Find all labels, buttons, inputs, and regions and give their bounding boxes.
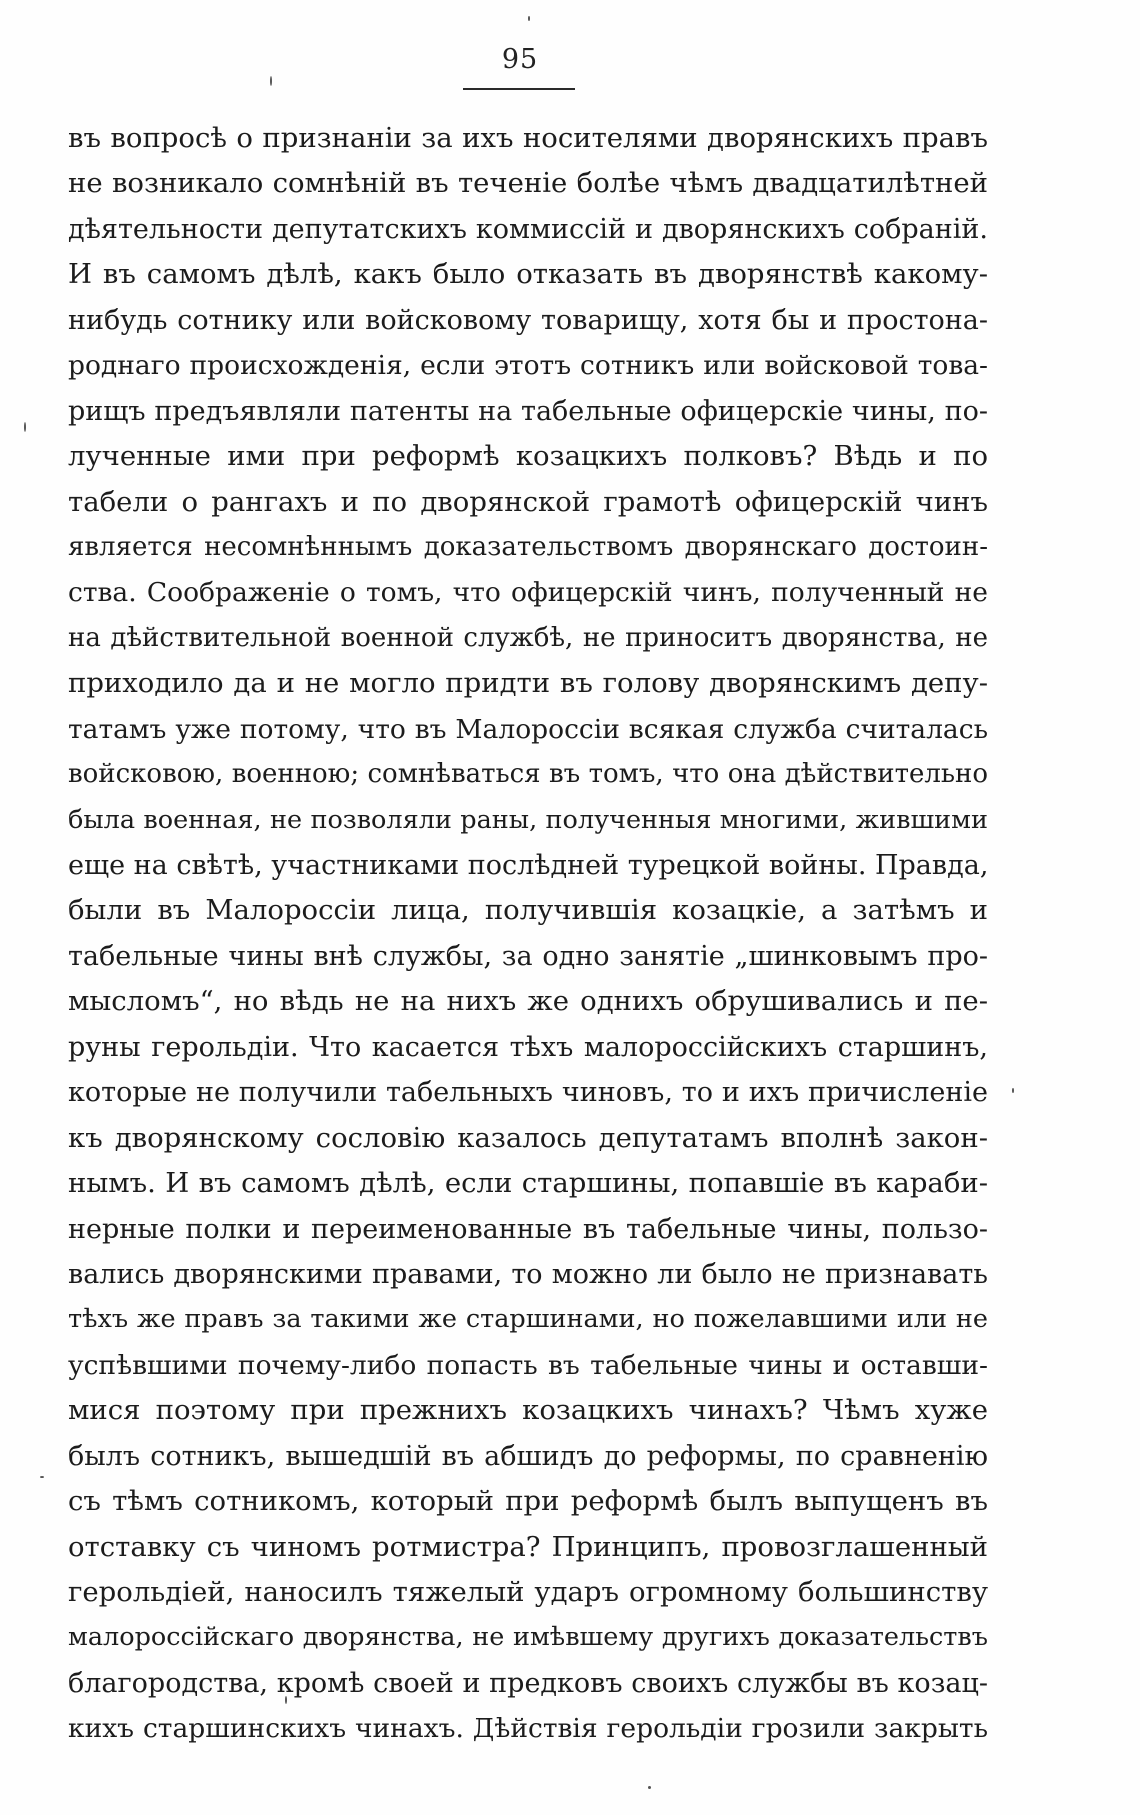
text-line: были въ Малороссіи лица, получившія козацкіе, а затѣмъ и	[68, 894, 988, 927]
text-line: И въ самомъ дѣлѣ, какъ было отказать въ дворянствѣ какому-	[68, 258, 988, 291]
body-text	[68, 116, 988, 1752]
text-line: благородства, кромѣ своей и предковъ своихъ службы въ козац-	[68, 1667, 988, 1699]
text-line: табельные чины внѣ службы, за одно занятіе „шинковымъ про-	[68, 940, 988, 972]
text-line: нерные полки и переименованные въ табельные чины, пользо-	[68, 1213, 988, 1245]
text-line: вались дворянскими правами, то можно ли было не признавать	[68, 1258, 988, 1290]
scan-speck	[528, 16, 530, 21]
text-line: роднаго происхожденія, если этотъ сотникъ или войсковой това-	[68, 350, 988, 382]
scan-speck	[270, 76, 272, 86]
text-line: рищъ предъявляли патенты на табельные офицерскіе чины, по-	[68, 395, 988, 427]
text-line: на дѣйствительной военной службѣ, не приноситъ дворянства, не	[68, 622, 988, 653]
text-line: успѣвшими почему-либо попасть въ табельные чины и оставши-	[68, 1349, 988, 1381]
text-line: мысломъ“, но вѣдь не на нихъ же однихъ обрушивались и пе-	[68, 985, 988, 1018]
text-line: герольдіей, наносилъ тяжелый ударъ огромному большинству	[68, 1576, 988, 1608]
page-number-rule	[463, 88, 575, 90]
text-line: татамъ уже потому, что въ Малороссіи всякая служба считалась	[68, 713, 988, 745]
text-line: тѣхъ же правъ за такими же старшинами, но пожелавшими или не	[68, 1304, 988, 1335]
text-line: нымъ. И въ самомъ дѣлѣ, если старшины, попавшіе въ караби-	[68, 1167, 988, 1200]
text-line: еще на свѣтѣ, участниками послѣдней турецкой войны. Правда,	[68, 850, 988, 881]
text-line: къ дворянскому сословію казалось депутатамъ вполнѣ закон-	[68, 1121, 988, 1154]
text-line: мися поэтому при прежнихъ козацкихъ чинахъ? Чѣмъ хуже	[68, 1394, 988, 1427]
scan-speck	[1012, 1088, 1014, 1093]
text-line: былъ сотникъ, вышедшій въ абшидъ до реформы, по сравненію	[68, 1440, 988, 1472]
text-line: малороссійскаго дворянства, не имѣвшему другихъ доказательствъ	[68, 1622, 988, 1653]
text-line: въ вопросѣ о признаніи за ихъ носителями дворянскихъ правъ	[68, 122, 988, 154]
text-line: которые не получили табельныхъ чиновъ, то и ихъ причисленіе	[68, 1077, 988, 1109]
text-line: лученные ими при реформѣ козацкихъ полковъ? Вѣдь и по	[68, 440, 988, 473]
text-line: является несомнѣннымъ доказательствомъ дворянскаго достоин-	[68, 531, 988, 562]
text-line: не возникало сомнѣній въ теченіе болѣе чѣмъ двадцатилѣтней	[68, 167, 988, 200]
text-line: была военная, не позволяли раны, полученныя многими, жившими	[68, 804, 988, 835]
text-line: войсковою, военною; сомнѣваться въ томъ, что она дѣйствительно	[68, 759, 988, 790]
text-line: съ тѣмъ сотникомъ, который при реформѣ былъ выпущенъ въ	[68, 1485, 988, 1518]
text-line: ства. Соображеніе о томъ, что офицерскій чинъ, полученный не	[68, 577, 988, 609]
text-line: кихъ старшинскихъ чинахъ. Дѣйствія герольдіи грозили закрыть	[68, 1713, 988, 1745]
text-line: нибудь сотнику или войсковому товарищу, хотя бы и простона-	[68, 304, 988, 336]
text-line: отставку съ чиномъ ротмистра? Принципъ, провозглашенный	[68, 1530, 988, 1563]
scan-speck	[40, 1476, 44, 1478]
text-line: табели о рангахъ и по дворянской грамотѣ офицерскій чинъ	[68, 485, 988, 518]
scan-speck	[648, 1786, 651, 1789]
scan-speck	[24, 422, 26, 432]
text-line: дѣятельности депутатскихъ коммиссій и дворянскихъ собраній.	[68, 213, 988, 245]
text-line: руны герольдіи. Что касается тѣхъ малороссійскихъ старшинъ,	[68, 1031, 988, 1063]
page-number: 95	[501, 44, 539, 75]
text-line: приходило да и не могло придти въ голову дворянскимъ депу-	[68, 667, 988, 700]
